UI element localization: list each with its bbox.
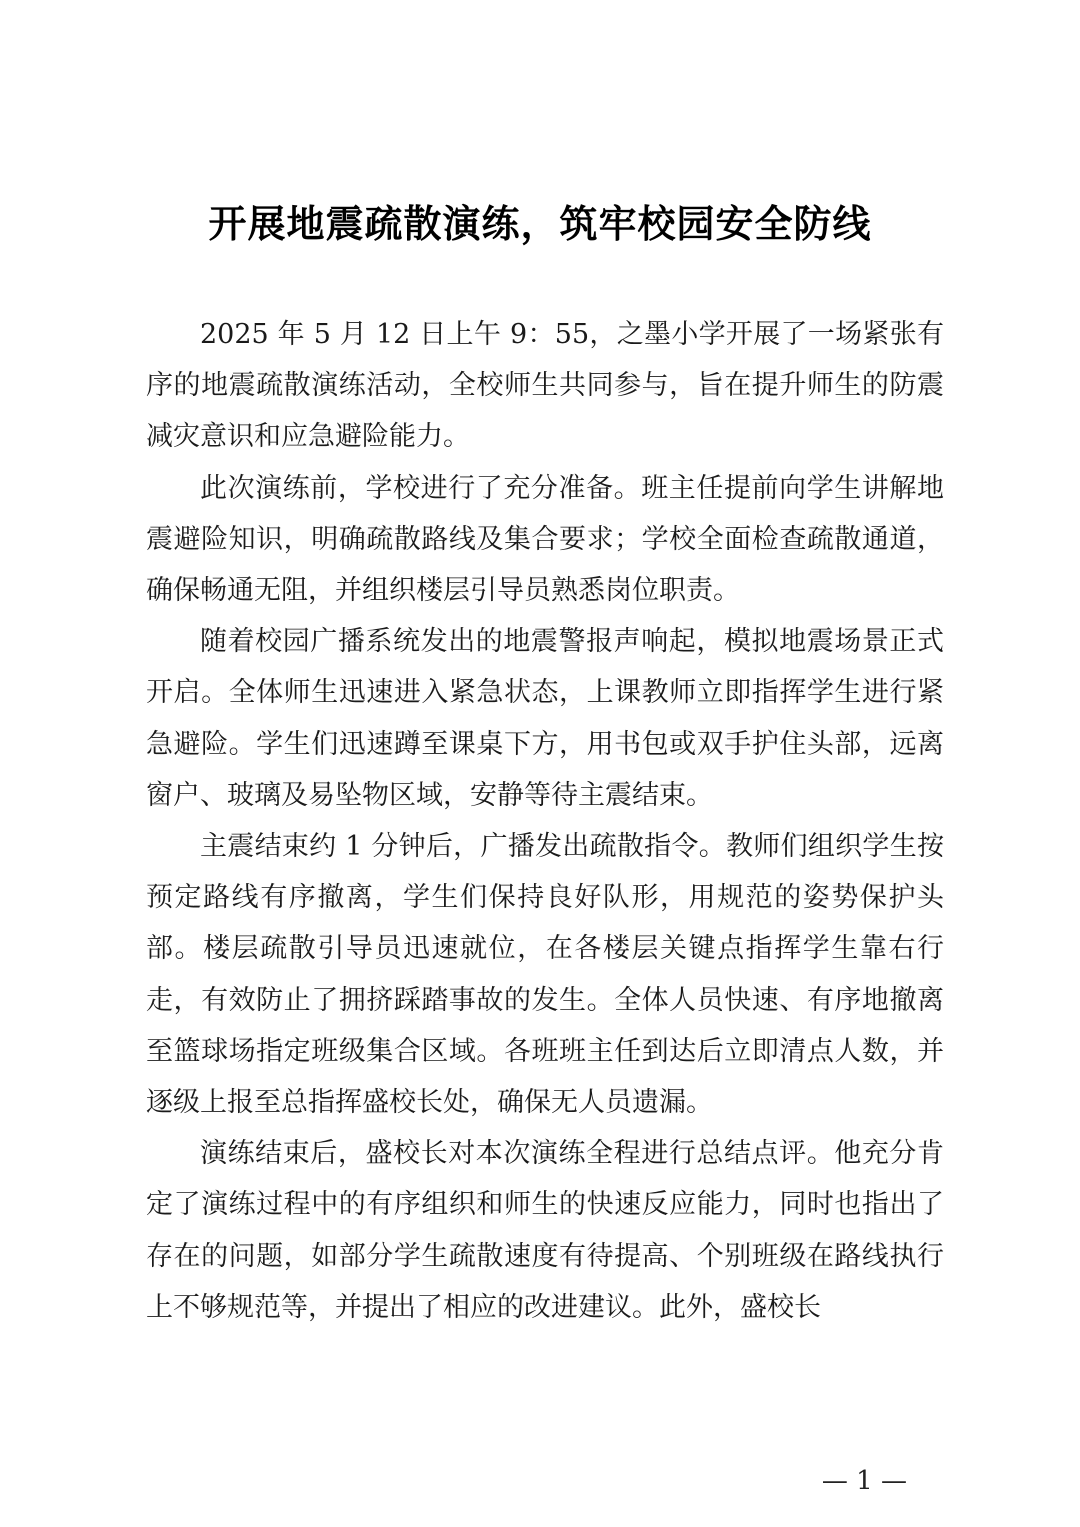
paragraph: 随着校园广播系统发出的地震警报声响起，模拟地震场景正式开启。全体师生迅速进入紧急状态，上课教师立即指挥学生进行紧急避险。学生们迅速蹲至课桌下方，用书包或双手护住头部，远离窗户、玻璃及易坠物区域，安静等待主震结束。 xyxy=(146,626,944,811)
document-title: 开展地震疏散演练，筑牢校园安全防线 xyxy=(208,201,872,246)
page-number-footer xyxy=(0,1463,1080,1499)
paragraph: 主震结束约 1 分钟后，广播发出疏散指令。教师们组织学生按预定路线有序撤离，学生们保持良好队形，用规范的姿势保护头部。楼层疏散引导员迅速就位，在各楼层关键点指挥学生靠右行走，有效防止了拥挤踩踏事故的发生。全体人员快速、有序地撤离至篮球场指定班级集合区域。各班班主任到达后立即清点人数，并逐级上报至总指挥盛校长处，确保无人员遗漏。 xyxy=(146,831,944,1119)
page-number: — 1 — xyxy=(821,1466,907,1496)
paragraph: 此次演练前，学校进行了充分准备。班主任提前向学生讲解地震避险知识，明确疏散路线及集合要求；学校全面检查疏散通道，确保畅通无阻，并组织楼层引导员熟悉岗位职责。 xyxy=(146,472,944,607)
document-body xyxy=(146,309,944,1333)
paragraph: 演练结束后，盛校长对本次演练全程进行总结点评。他充分肯定了演练过程中的有序组织和师生的快速反应能力，同时也指出了存在的问题，如部分学生疏散速度有待提高、个别班级在路线执行上不够规范等，并提出了相应的改进建议。此外，盛校长 xyxy=(146,1138,944,1323)
paragraph: 2025 年 5 月 12 日上午 9：55，之墨小学开展了一场紧张有序的地震疏散演练活动，全校师生共同参与，旨在提升师生的防震减灾意识和应急避险能力。 xyxy=(146,319,944,453)
